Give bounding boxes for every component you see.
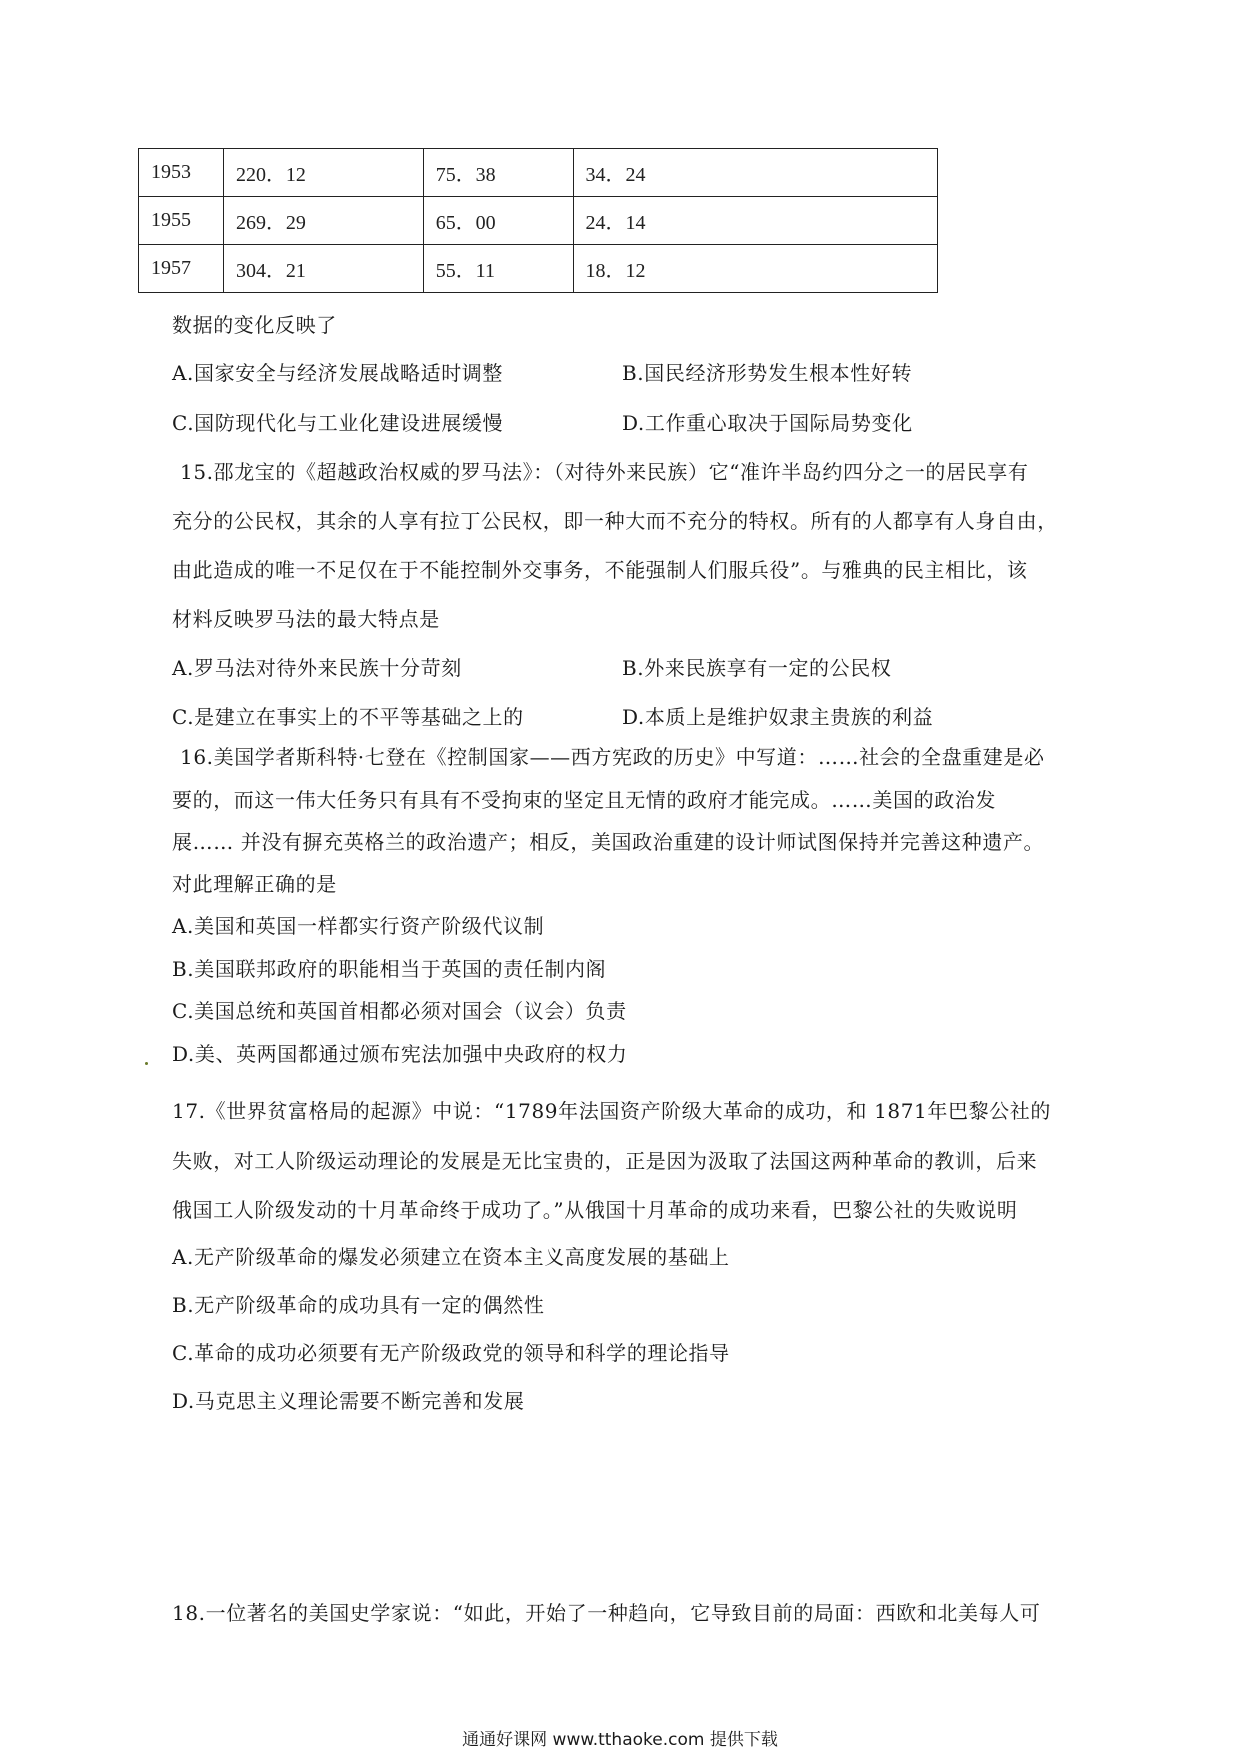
q17-option-a: A.无产阶级革命的爆发必须建立在资本主义高度发展的基础上	[172, 1245, 730, 1269]
table-cell: 220．12	[223, 149, 423, 197]
table-cell: 1955	[139, 197, 224, 245]
q14-option-c: C.国防现代化与工业化建设进展缓慢	[172, 411, 504, 435]
q15-option-c: C.是建立在事实上的不平等基础之上的	[172, 705, 524, 729]
q14-option-a: A.国家安全与经济发展战略适时调整	[172, 361, 504, 385]
page-footer: 通通好课网 www.tthaoke.com 提供下载	[462, 1730, 778, 1750]
q17-option-b: B.无产阶级革命的成功具有一定的偶然性	[172, 1293, 545, 1317]
q16-option-d: D.美、英两国都通过颁布宪法加强中央政府的权力	[172, 1042, 628, 1066]
table-row	[139, 149, 938, 197]
q16-line-4: 对此理解正确的是	[172, 872, 337, 896]
q14-option-d: D.工作重心取决于国际局势变化	[622, 411, 913, 435]
q17-option-d: D.马克思主义理论需要不断完善和发展	[172, 1389, 525, 1413]
q15-option-b: B.外来民族享有一定的公民权	[622, 656, 892, 680]
table-cell: 55．11	[423, 245, 573, 293]
q16-line-3: 展…… 并没有摒充英格兰的政治遗产；相反，美国政治重建的设计师试图保持并完善这种遗产。	[172, 830, 1045, 854]
q18-line-1: 18.一位著名的美国史学家说：“如此，开始了一种趋向，它导致目前的局面：西欧和北美每人可	[172, 1601, 1041, 1625]
table-cell: 34．24	[573, 149, 937, 197]
table-cell: 65．00	[423, 197, 573, 245]
q16-option-b: B.美国联邦政府的职能相当于英国的责任制内阁	[172, 957, 607, 981]
table-cell: 1953	[139, 149, 224, 197]
q14-option-b: B.国民经济形势发生根本性好转	[622, 361, 913, 385]
table-cell: 24．14	[573, 197, 937, 245]
table-row	[139, 245, 938, 293]
table-row	[139, 197, 938, 245]
q17-option-c: C.革命的成功必须要有无产阶级政党的领导和科学的理论指导	[172, 1341, 730, 1365]
q16-line-2: 要的，而这一伟大任务只有具有不受拘束的坚定且无情的政府才能完成。……美国的政治发	[172, 788, 996, 812]
q16-option-c: C.美国总统和英国首相都必须对国会（议会）负责	[172, 999, 627, 1023]
q15-option-a: A.罗马法对待外来民族十分苛刻	[172, 656, 462, 680]
table-cell: 18．12	[573, 245, 937, 293]
q15-line-2: 充分的公民权，其余的人享有拉丁公民权，即一种大而不充分的特权。所有的人都享有人身自由，	[172, 509, 1058, 533]
q14-stem: 数据的变化反映了	[172, 313, 337, 337]
q16-option-a: A.美国和英国一样都实行资产阶级代议制	[172, 914, 545, 938]
table-cell: 75．38	[423, 149, 573, 197]
table-cell: 304．21	[223, 245, 423, 293]
q15-line-4: 材料反映罗马法的最大特点是	[172, 607, 440, 631]
q17-line-3: 俄国工人阶级发动的十月革命终于成功了。”从俄国十月革命的成功来看，巴黎公社的失败说明	[172, 1198, 1018, 1222]
stray-mark	[145, 1062, 148, 1065]
q17-line-1: 17.《世界贫富格局的起源》中说：“1789年法国资产阶级大革命的成功，和 1871年巴黎公社的	[172, 1099, 1051, 1123]
table-cell: 1957	[139, 245, 224, 293]
q15-option-d: D.本质上是维护奴隶主贵族的利益	[622, 705, 934, 729]
q15-line-3: 由此造成的唯一不足仅在于不能控制外交事务，不能强制人们服兵役”。与雅典的民主相比，该	[172, 558, 1028, 582]
data-table	[138, 148, 938, 293]
table-cell: 269．29	[223, 197, 423, 245]
q17-line-2: 失败，对工人阶级运动理论的发展是无比宝贵的，正是因为汲取了法国这两种革命的教训，后来	[172, 1149, 1038, 1173]
q15-line-1: 15.邵龙宝的《超越政治权威的罗马法》：（对待外来民族）它“准许半岛约四分之一的居民享有	[180, 460, 1029, 484]
q16-line-1: 16.美国学者斯科特·七登在《控制国家——西方宪政的历史》中写道：……社会的全盘重建是必	[180, 745, 1045, 769]
